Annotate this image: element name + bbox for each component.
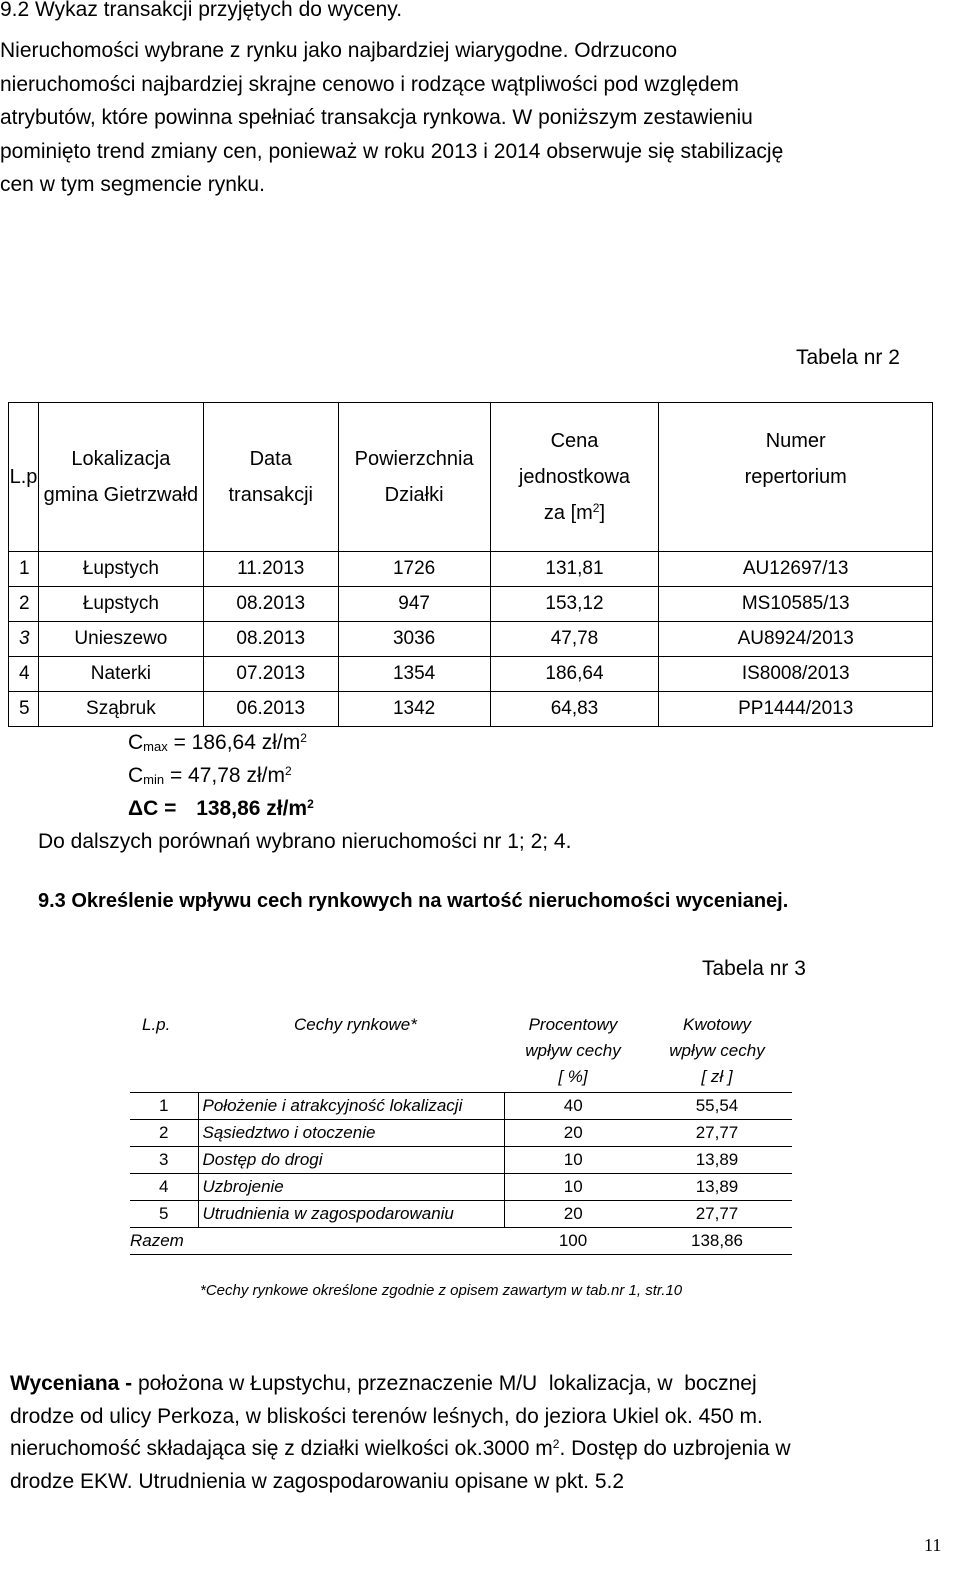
superscript: 2: [284, 764, 292, 778]
table-row: [130, 1120, 792, 1147]
cell-cecha: Uzbrojenie: [198, 1174, 504, 1201]
total-procent: 100: [504, 1228, 642, 1255]
cell-lokalizacja: Łupstych: [38, 552, 203, 587]
header-line: Numer: [765, 430, 826, 452]
table-header-row: [9, 403, 933, 552]
header-line: gmina Gietrzwałd: [43, 484, 199, 506]
total-kwota: 138,86: [642, 1228, 792, 1255]
cell-numer: AU12697/13: [659, 552, 933, 587]
header-numer: [659, 403, 933, 552]
subscript: min: [143, 772, 165, 787]
cell-procent: 40: [504, 1093, 642, 1120]
cell-cecha: Sąsiedztwo i otoczenie: [198, 1120, 504, 1147]
cell-lp: 1: [9, 552, 39, 587]
cmax-label: C: [128, 731, 144, 754]
table-total-row: [130, 1228, 792, 1255]
table-row: [9, 552, 933, 587]
cmin-value: = 47,78 zł/m: [164, 764, 285, 787]
header-line: Działki: [384, 484, 444, 506]
cell-kwota: 27,77: [642, 1120, 792, 1147]
cell-data: 08.2013: [203, 587, 338, 622]
header-line: Lokalizacja: [71, 448, 171, 470]
header-line: Procentowy: [528, 1015, 618, 1034]
cell-kwota: 55,54: [642, 1093, 792, 1120]
cmin-label: C: [128, 764, 144, 787]
table-3-footnote: *Cechy rynkowe określone zgodnie z opisem zawartym w tab.nr 1, str.10: [200, 1282, 683, 1299]
table-row: [130, 1147, 792, 1174]
delta-value: 138,86 zł/m: [196, 797, 308, 820]
conclusion-text: Do dalszych porównań wybrano nieruchomości nr 1; 2; 4.: [38, 830, 572, 853]
superscript: 2: [552, 1437, 560, 1451]
cell-powierzchnia: 3036: [338, 622, 490, 657]
header-powierzchnia: [338, 403, 490, 552]
cell-cena: 64,83: [490, 692, 659, 727]
table-row: [9, 622, 933, 657]
table-row: [9, 657, 933, 692]
cell-lokalizacja: Unieszewo: [38, 622, 203, 657]
header-kwotowy: [642, 1012, 792, 1093]
table-row: [130, 1093, 792, 1120]
header-line: transakcji: [228, 484, 313, 506]
header-line: Powierzchnia: [354, 448, 474, 470]
cell-lokalizacja: Naterki: [38, 657, 203, 692]
cell-lp: 3: [9, 622, 39, 657]
header-lp: L.p.: [142, 1015, 171, 1034]
cell-kwota: 13,89: [642, 1147, 792, 1174]
cell-cena: 186,64: [490, 657, 659, 692]
cell-procent: 20: [504, 1201, 642, 1228]
header-line: repertorium: [744, 466, 847, 488]
description-text: położona w Łupstychu, przeznaczenie M/U lokalizacja, w bocznej: [132, 1372, 757, 1395]
cell-data: 11.2013: [203, 552, 338, 587]
section-9-2-intro: [0, 34, 960, 202]
cell-lp: 3: [130, 1147, 198, 1174]
cell-procent: 20: [504, 1120, 642, 1147]
table-2-caption: Tabela nr 2: [796, 346, 900, 369]
intro-line: nieruchomości najbardziej skrajne cenowo i rodzące wątpliwości pod względem: [0, 72, 739, 96]
cell-numer: IS8008/2013: [659, 657, 933, 692]
cell-powierzchnia: 1354: [338, 657, 490, 692]
total-label: Razem: [130, 1228, 504, 1255]
delta-line: [128, 792, 314, 825]
cell-numer: MS10585/13: [659, 587, 933, 622]
table-row: [130, 1201, 792, 1228]
intro-line: pominięto trend zmiany cen, ponieważ w roku 2013 i 2014 obserwuje się stabilizację: [0, 139, 784, 163]
section-9-3-title: 9.3 Określenie wpływu cech rynkowych na wartość nieruchomości wycenianej.: [38, 890, 789, 912]
description-line: drodze EKW. Utrudnienia w zagospodarowaniu opisane w pkt. 5.2: [10, 1469, 625, 1493]
table-row: [9, 587, 933, 622]
description-text: nieruchomość składająca się z działki wielkości ok.3000 m: [10, 1437, 553, 1460]
cell-data: 08.2013: [203, 622, 338, 657]
cell-procent: 10: [504, 1147, 642, 1174]
cell-cecha: Położenie i atrakcyjność lokalizacji: [198, 1093, 504, 1120]
section-9-2-title: 9.2 Wykaz transakcji przyjętych do wyceny.: [0, 0, 403, 21]
header-lp: L.p: [9, 403, 39, 552]
table-row: [9, 692, 933, 727]
header-line: wpływ cechy: [669, 1041, 765, 1060]
description-line: drodze od ulicy Perkoza, w bliskości terenów leśnych, do jeziora Ukiel ok. 450 m.: [10, 1404, 763, 1428]
cell-numer: AU8924/2013: [659, 622, 933, 657]
intro-line: cen w tym segmencie rynku.: [0, 173, 265, 197]
cell-powierzchnia: 1342: [338, 692, 490, 727]
cell-lokalizacja: Łupstych: [38, 587, 203, 622]
cell-cecha: Utrudnienia w zagospodarowaniu: [198, 1201, 504, 1228]
header-line: Kwotowy: [682, 1015, 752, 1034]
wyceniana-description: [10, 1368, 940, 1498]
header-line: [491, 495, 659, 531]
cell-lokalizacja: Sząbruk: [38, 692, 203, 727]
cell-powierzchnia: 1726: [338, 552, 490, 587]
table-header-row: [130, 1012, 792, 1093]
description-line: [10, 1368, 940, 1401]
cell-lp: 2: [130, 1120, 198, 1147]
cell-data: 06.2013: [203, 692, 338, 727]
description-text: . Dostęp do uzbrojenia w: [559, 1437, 791, 1460]
cell-cena: 131,81: [490, 552, 659, 587]
cmin-line: [128, 759, 292, 792]
cmax-line: [128, 726, 307, 759]
header-procentowy: [504, 1012, 642, 1093]
table-row: [130, 1174, 792, 1201]
header-text: ]: [599, 502, 606, 524]
cell-lp: 5: [130, 1201, 198, 1228]
cell-procent: 10: [504, 1174, 642, 1201]
cell-lp: 4: [9, 657, 39, 692]
cell-kwota: 13,89: [642, 1174, 792, 1201]
cell-data: 07.2013: [203, 657, 338, 692]
header-cena: [490, 403, 659, 552]
cmax-value: = 186,64 zł/m: [167, 731, 301, 754]
header-lokalizacja: [38, 403, 203, 552]
header-line: [ zł ]: [701, 1067, 733, 1086]
superscript: 2: [592, 501, 600, 515]
cell-cena: 153,12: [490, 587, 659, 622]
header-text: za [m: [543, 502, 593, 524]
description-line: [10, 1433, 940, 1466]
header-line: wpływ cechy: [525, 1041, 621, 1060]
superscript: 2: [307, 797, 314, 811]
header-data: [203, 403, 338, 552]
header-cechy: Cechy rynkowe*: [294, 1015, 417, 1034]
cell-cena: 47,78: [490, 622, 659, 657]
intro-line: Nieruchomości wybrane z rynku jako najbardziej wiarygodne. Odrzucono: [0, 39, 677, 62]
subscript: max: [143, 739, 168, 754]
cell-lp: 5: [9, 692, 39, 727]
delta-label: ΔC =: [128, 797, 183, 820]
cell-lp: 1: [130, 1093, 198, 1120]
cell-cecha: Dostęp do drogi: [198, 1147, 504, 1174]
cell-powierzchnia: 947: [338, 587, 490, 622]
header-line: Data: [249, 448, 292, 470]
header-line: [ %]: [558, 1067, 588, 1086]
header-line: Cena: [550, 430, 599, 452]
market-features-table: [130, 1012, 792, 1255]
description-bold: Wyceniana -: [10, 1372, 133, 1395]
table-3-caption: Tabela nr 3: [702, 957, 806, 980]
page-number: 11: [924, 1535, 942, 1555]
cell-kwota: 27,77: [642, 1201, 792, 1228]
cell-lp: 4: [130, 1174, 198, 1201]
cell-numer: PP1444/2013: [659, 692, 933, 727]
cell-lp: 2: [9, 587, 39, 622]
transactions-table: [8, 402, 933, 727]
header-line: jednostkowa: [518, 466, 631, 488]
intro-line: atrybutów, które powinna spełniać transakcja rynkowa. W poniższym zestawieniu: [0, 106, 753, 130]
superscript: 2: [300, 731, 307, 745]
